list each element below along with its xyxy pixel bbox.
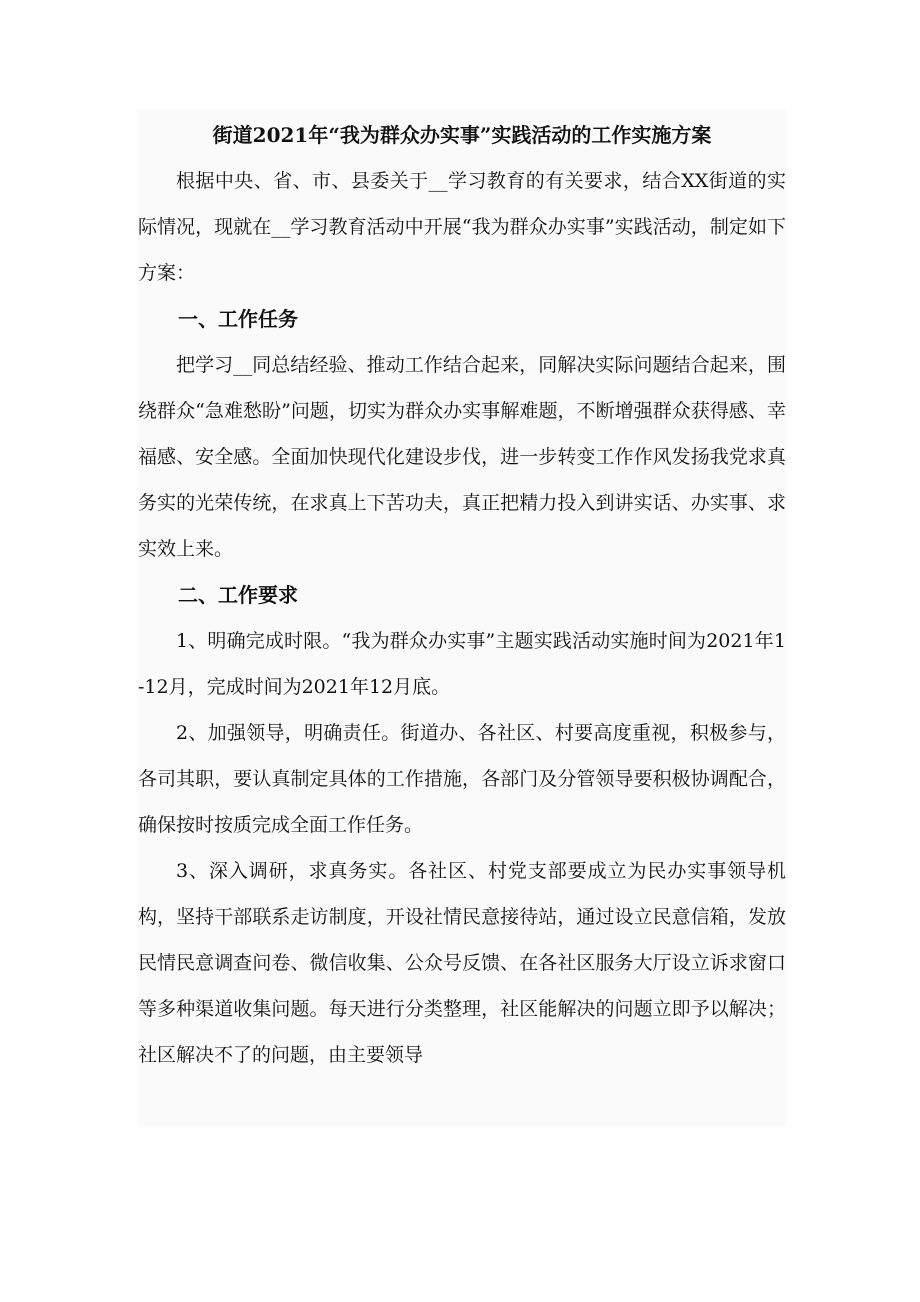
intro-paragraph: 根据中央、省、市、县委关于__学习教育的有关要求，结合XX街道的实际情况，现就在__学习教育活动中开展“我为群众办实事”实践活动，制定如下方案： xyxy=(138,170,786,284)
document-title: 街道2021年“我为群众办实事”实践活动的工作实施方案 xyxy=(212,123,712,147)
requirement-item-1: 1、明确完成时限。“我为群众办实事”主题实践活动实施时间为2021年1-12月，完成时间为2021年12月底。 xyxy=(138,630,786,698)
section-heading-tasks: 一、工作任务 xyxy=(178,307,298,331)
requirement-item-2: 2、加强领导，明确责任。街道办、各社区、村要高度重视，积极参与，各司其职，要认真制定具体的工作措施，各部门及分管领导要积极协调配合，确保按时按质完成全面工作任务。 xyxy=(138,722,786,836)
requirement-item-3: 3、深入调研，求真务实。各社区、村党支部要成立为民办实事领导机构，坚持干部联系走访制度，开设社情民意接待站，通过设立民意信箱，发放民情民意调查问卷、微信收集、公众号反馈、在各社区服务大厅设立诉求窗口等多种渠道收集问题。每天进行分类整理，社区能解决的问题立即予以解决；社区解决不了的问题，由主要领导 xyxy=(138,860,786,1066)
section-heading-requirements: 二、工作要求 xyxy=(178,583,298,607)
document-page xyxy=(138,110,786,1126)
section-body-tasks: 把学习__同总结经验、推动工作结合起来，同解决实际问题结合起来，围绕群众“急难愁盼”问题，切实为群众办实事解难题，不断增强群众获得感、幸福感、安全感。全面加快现代化建设步伐，进一步转变工作作风发扬我党求真务实的光荣传统，在求真上下苦功夫，真正把精力投入到讲实话、办实事、求实效上来。 xyxy=(138,354,786,560)
